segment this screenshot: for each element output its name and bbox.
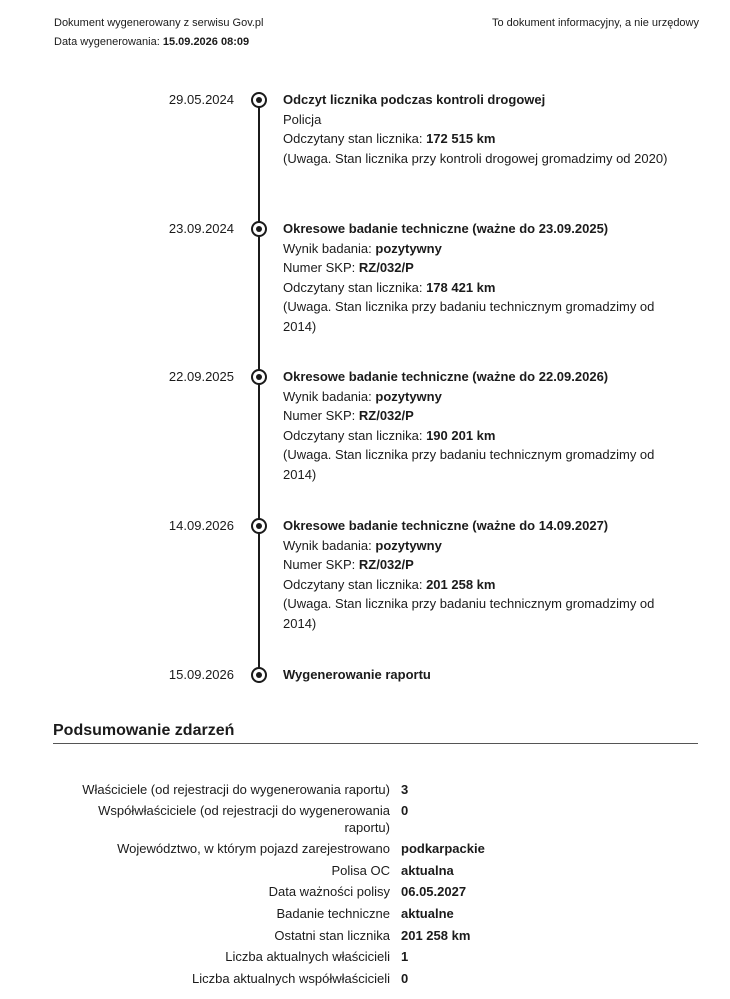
event-title: Okresowe badanie techniczne (ważne do 22.09.2026) [283, 369, 609, 384]
timeline-dot-icon [251, 369, 267, 385]
event-date: 29.05.2024 [168, 92, 234, 107]
event-skp [283, 406, 683, 426]
summary-label: Data ważności polisy [268, 884, 390, 899]
event-date: 14.09.2026 [168, 518, 234, 533]
summary-value: aktualne [401, 906, 454, 921]
odometer-value: 178 421 km [426, 279, 496, 295]
summary-value: 0 [401, 971, 409, 986]
summary-value: 06.05.2027 [401, 884, 467, 899]
event-details [283, 516, 683, 633]
informational-note: To dokument informacyjny, a nie urzędowy [491, 17, 699, 29]
event-note: (Uwaga. Stan licznika przy badaniu technicznym gromadzimy od 2014) [283, 299, 655, 334]
summary-label: Współwłaściciele (od rejestracji do wygenerowania raportu) [98, 803, 390, 835]
event-date: 15.09.2026 [168, 667, 234, 682]
odometer-value: 190 201 km [426, 427, 496, 443]
result-value: pozytywny [375, 240, 442, 256]
source-note: Dokument wygenerowany z serwisu Gov.pl [54, 17, 264, 29]
event-source: Policja [283, 111, 322, 127]
event-note: (Uwaga. Stan licznika przy badaniu technicznym gromadzimy od 2014) [283, 596, 655, 631]
odometer-label: Odczytany stan licznika: [283, 576, 423, 592]
summary-divider [53, 743, 698, 744]
skp-label: Numer SKP: [283, 557, 356, 572]
event-skp [283, 258, 683, 278]
timeline-line [258, 99, 260, 674]
summary-value: aktualna [401, 863, 454, 878]
summary-label: Liczba aktualnych właścicieli [225, 949, 390, 964]
event-odometer [283, 129, 683, 149]
skp-value: RZ/032/P [358, 408, 414, 423]
event-details [283, 90, 683, 168]
summary-label: Liczba aktualnych współwłaścicieli [192, 971, 390, 986]
timeline-dot-icon [251, 92, 267, 108]
event-title: Okresowe badanie techniczne (ważne do 14.09.2027) [283, 518, 609, 533]
document-header-left [54, 14, 264, 52]
event-odometer [283, 426, 683, 446]
generation-date [54, 33, 264, 52]
skp-label: Numer SKP: [283, 408, 356, 423]
event-title: Odczyt licznika podczas kontroli drogowej [283, 92, 546, 107]
summary-value: podkarpackie [401, 841, 485, 856]
summary-label: Ostatni stan licznika [274, 928, 390, 943]
timeline-dot-icon [251, 667, 267, 683]
event-note: (Uwaga. Stan licznika przy badaniu technicznym gromadzimy od 2014) [283, 447, 655, 482]
generation-date-value: 15.09.2026 08:09 [162, 36, 250, 48]
result-label: Wynik badania: [283, 388, 372, 404]
summary-label: Właściciele (od rejestracji do wygenerowania raportu) [82, 782, 390, 797]
event-date: 22.09.2025 [168, 369, 234, 384]
odometer-label: Odczytany stan licznika: [283, 427, 423, 443]
summary-heading: Podsumowanie zdarzeń [53, 722, 235, 739]
odometer-label: Odczytany stan licznika: [283, 279, 423, 295]
event-details [283, 665, 683, 685]
odometer-value: 201 258 km [426, 576, 496, 592]
summary-value: 201 258 km [401, 928, 471, 943]
result-label: Wynik badania: [283, 537, 372, 553]
skp-label: Numer SKP: [283, 260, 356, 275]
skp-value: RZ/032/P [358, 260, 414, 275]
event-details [283, 219, 683, 336]
timeline-dot-icon [251, 221, 267, 237]
summary-label: Województwo, w którym pojazd zarejestrowano [117, 841, 390, 856]
result-value: pozytywny [375, 388, 442, 404]
event-note: (Uwaga. Stan licznika przy kontroli drogowej gromadzimy od 2020) [283, 150, 668, 166]
timeline-dot-icon [251, 518, 267, 534]
event-details [283, 367, 683, 484]
event-odometer [283, 575, 683, 595]
event-result [283, 536, 683, 556]
event-title: Okresowe badanie techniczne (ważne do 23.09.2025) [283, 221, 609, 236]
odometer-value: 172 515 km [426, 131, 496, 146]
result-label: Wynik badania: [283, 240, 372, 256]
event-result [283, 239, 683, 259]
odometer-label: Odczytany stan licznika: [283, 131, 423, 146]
result-value: pozytywny [375, 537, 442, 553]
summary-value: 3 [401, 782, 409, 797]
summary-label: Polisa OC [331, 863, 390, 878]
event-odometer [283, 278, 683, 298]
event-date: 23.09.2024 [168, 221, 234, 236]
summary-value: 1 [401, 949, 409, 964]
event-title: Wygenerowanie raportu [283, 667, 431, 682]
summary-value: 0 [401, 803, 409, 818]
generation-date-label: Data wygenerowania: [54, 36, 160, 48]
event-skp [283, 555, 683, 575]
event-result [283, 387, 683, 407]
skp-value: RZ/032/P [358, 557, 414, 572]
summary-label: Badanie techniczne [276, 906, 390, 921]
